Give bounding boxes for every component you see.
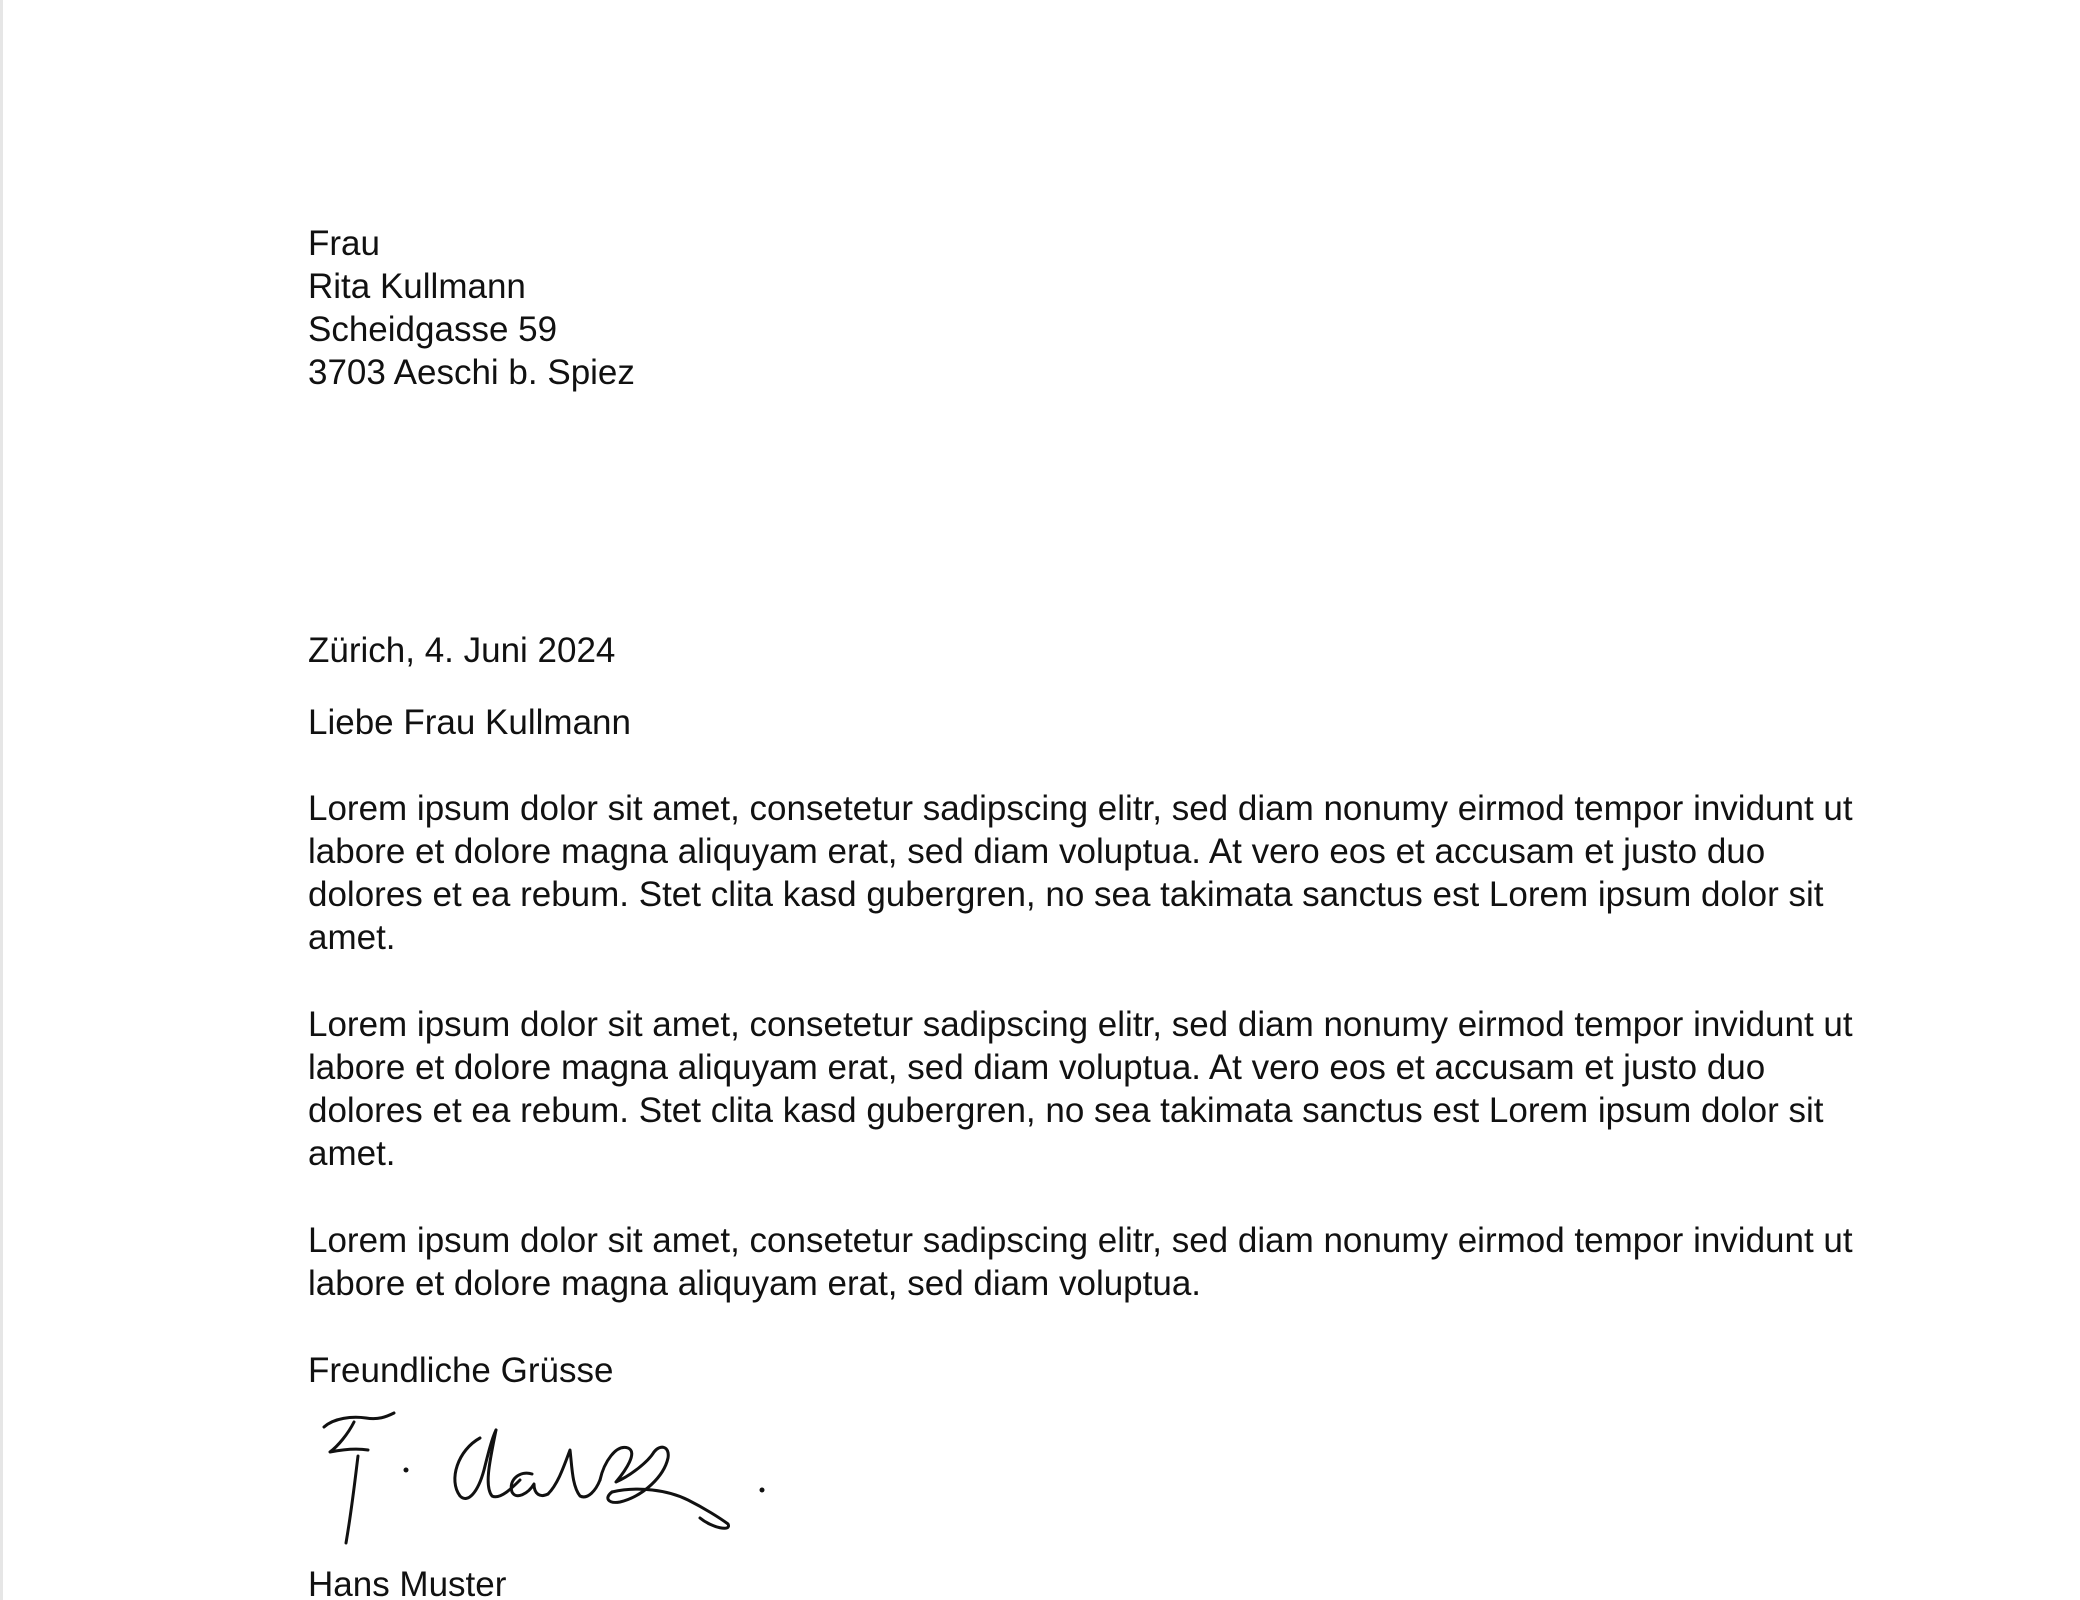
date-line: Zürich, 4. Juni 2024 <box>308 631 616 670</box>
page-edge <box>0 0 3 1600</box>
closing-phrase: Freundliche Grüsse <box>308 1351 614 1390</box>
recipient-salutation-title: Frau <box>308 224 380 263</box>
body-paragraph-3: Lorem ipsum dolor sit amet, consetetur sadipscing elitr, sed diam nonumy eirmod tempor invidunt ut labore et dolore magna aliquyam erat, sed diam voluptua. <box>308 1221 1853 1303</box>
recipient-city: 3703 Aeschi b. Spiez <box>308 353 635 392</box>
greeting: Liebe Frau Kullmann <box>308 703 631 742</box>
recipient-address <box>308 222 635 394</box>
recipient-name: Rita Kullmann <box>308 267 526 306</box>
body-paragraph-1: Lorem ipsum dolor sit amet, consetetur sadipscing elitr, sed diam nonumy eirmod tempor invidunt ut labore et dolore magna aliquyam erat, sed diam voluptua. At vero eos et accusam et justo duo dolores et ea rebum. Stet clita kasd gubergren, no sea takimata sanctus est Lorem ipsum dolor sit amet. <box>308 789 1853 957</box>
recipient-street: Scheidgasse 59 <box>308 310 558 349</box>
handwritten-signature <box>308 1400 868 1550</box>
signer-name: Hans Muster <box>308 1565 507 1600</box>
body-paragraph-2: Lorem ipsum dolor sit amet, consetetur sadipscing elitr, sed diam nonumy eirmod tempor invidunt ut labore et dolore magna aliquyam erat, sed diam voluptua. At vero eos et accusam et justo duo dolores et ea rebum. Stet clita kasd gubergren, no sea takimata sanctus est Lorem ipsum dolor sit amet. <box>308 1005 1853 1173</box>
